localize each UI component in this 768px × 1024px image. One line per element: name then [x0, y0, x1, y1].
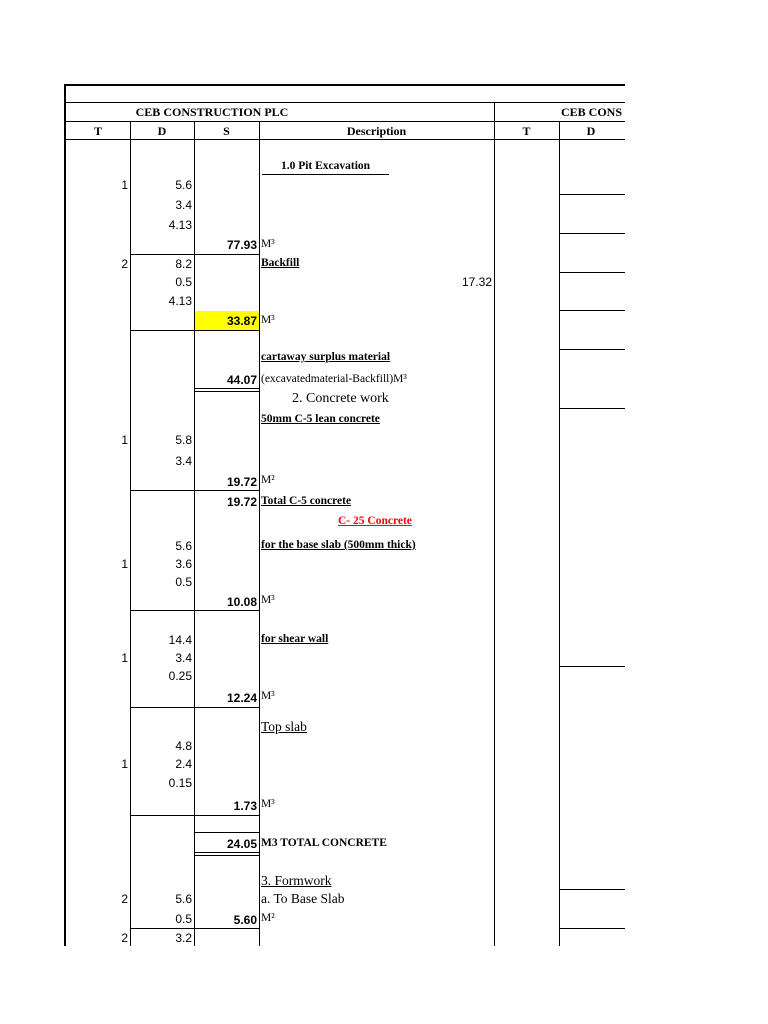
t-cell: 1	[121, 433, 128, 447]
unit-label: M³	[261, 594, 275, 606]
right-row-separator	[559, 349, 625, 350]
right-row-separator	[559, 408, 625, 409]
d-cell: 3.4	[175, 651, 192, 665]
formula-label: (excavatedmaterial-Backfill)M³	[261, 373, 407, 385]
right-row-separator	[559, 310, 625, 311]
s-cell: 12.24	[226, 691, 257, 705]
t-cell: 1	[121, 757, 128, 771]
column-line	[130, 121, 131, 946]
row-separator	[130, 610, 260, 611]
side-value: 17.32	[461, 275, 492, 289]
s-cell-highlighted: 33.87	[226, 314, 257, 328]
t-cell: 2	[121, 257, 128, 271]
d-cell: 4.8	[175, 739, 192, 753]
item-label-red: C- 25 Concrete	[338, 515, 412, 527]
header-separator	[66, 121, 625, 122]
d-cell: 3.2	[175, 931, 192, 945]
d-cell: 3.6	[175, 557, 192, 571]
header-separator	[66, 102, 625, 103]
s-cell: 10.08	[226, 595, 257, 609]
row-separator	[130, 928, 260, 929]
d-cell: 5.6	[175, 539, 192, 553]
d-cell: 4.13	[168, 294, 192, 308]
row-separator	[194, 852, 259, 853]
section-heading: 1.0 Pit Excavation	[262, 161, 389, 175]
item-label: for the base slab (500mm thick)	[261, 539, 416, 551]
col-header-d: D	[157, 124, 167, 138]
section-heading: 3. Formwork	[261, 873, 332, 888]
row-separator	[194, 391, 259, 392]
col-header-t: T	[93, 124, 102, 138]
right-row-separator	[559, 194, 625, 195]
column-line	[494, 102, 495, 946]
company-name: CEB CONSTRUCTION PLC	[135, 105, 289, 119]
row-separator	[194, 388, 259, 389]
col-header-s: S	[223, 124, 230, 138]
unit-label: M²	[261, 474, 275, 486]
col-header-t-right: T	[522, 124, 531, 138]
item-label: Top slab	[261, 719, 307, 734]
d-cell: 14.4	[168, 633, 192, 647]
col-header-d-right: D	[586, 124, 596, 138]
s-cell: 77.93	[226, 238, 257, 252]
t-cell: 2	[121, 931, 128, 945]
right-row-separator	[559, 928, 625, 929]
d-cell: 2.4	[175, 757, 192, 771]
column-line	[559, 121, 560, 946]
s-cell: 44.07	[226, 373, 257, 387]
item-label: cartaway surplus material	[261, 351, 391, 363]
unit-label: M³	[261, 314, 275, 326]
s-cell: 19.72	[226, 495, 257, 509]
d-cell: 0.15	[168, 776, 192, 790]
s-cell: 24.05	[226, 837, 257, 851]
d-cell: 0.5	[175, 275, 192, 289]
s-cell: 5.60	[233, 913, 257, 927]
d-cell: 5.6	[175, 892, 192, 906]
col-header-description: Description	[346, 124, 407, 138]
right-row-separator	[559, 666, 625, 667]
unit-label: M³	[261, 238, 275, 250]
row-separator	[130, 490, 260, 491]
d-cell: 3.4	[175, 454, 192, 468]
row-separator	[194, 832, 259, 833]
item-label: a. To Base Slab	[261, 891, 345, 906]
d-cell: 5.6	[175, 178, 192, 192]
section-heading: 2. Concrete work	[292, 391, 389, 406]
item-label: Backfill	[261, 257, 300, 269]
s-cell: 19.72	[226, 475, 257, 489]
d-cell: 0.25	[168, 669, 192, 683]
row-separator	[130, 707, 260, 708]
item-label: for shear wall	[261, 633, 329, 645]
right-row-separator	[559, 889, 625, 890]
d-cell: 5.8	[175, 433, 192, 447]
s-cell: 1.73	[233, 799, 257, 813]
d-cell: 4.13	[168, 218, 192, 232]
company-name-right: CEB CONS	[561, 105, 623, 119]
row-separator	[130, 254, 260, 255]
unit-label: M²	[261, 912, 275, 924]
row-separator	[130, 815, 260, 816]
d-cell: 0.5	[175, 912, 192, 926]
item-label: 50mm C-5 lean concrete	[261, 413, 380, 425]
t-cell: 2	[121, 892, 128, 906]
t-cell: 1	[121, 557, 128, 571]
right-row-separator	[559, 272, 625, 273]
t-cell: 1	[121, 178, 128, 192]
unit-label: M³	[261, 690, 275, 702]
column-line	[259, 121, 260, 946]
item-label: Total C-5 concrete	[261, 495, 352, 507]
header-separator	[66, 139, 625, 140]
row-separator	[130, 330, 260, 331]
t-cell: 1	[121, 651, 128, 665]
d-cell: 8.2	[175, 257, 192, 271]
frame-top-border	[64, 84, 625, 86]
total-label: M3 TOTAL CONCRETE	[261, 837, 387, 849]
unit-label: M³	[261, 798, 275, 810]
d-cell: 0.5	[175, 575, 192, 589]
frame-left-border	[64, 84, 66, 946]
d-cell: 3.4	[175, 198, 192, 212]
row-separator	[194, 855, 259, 856]
right-row-separator	[559, 233, 625, 234]
